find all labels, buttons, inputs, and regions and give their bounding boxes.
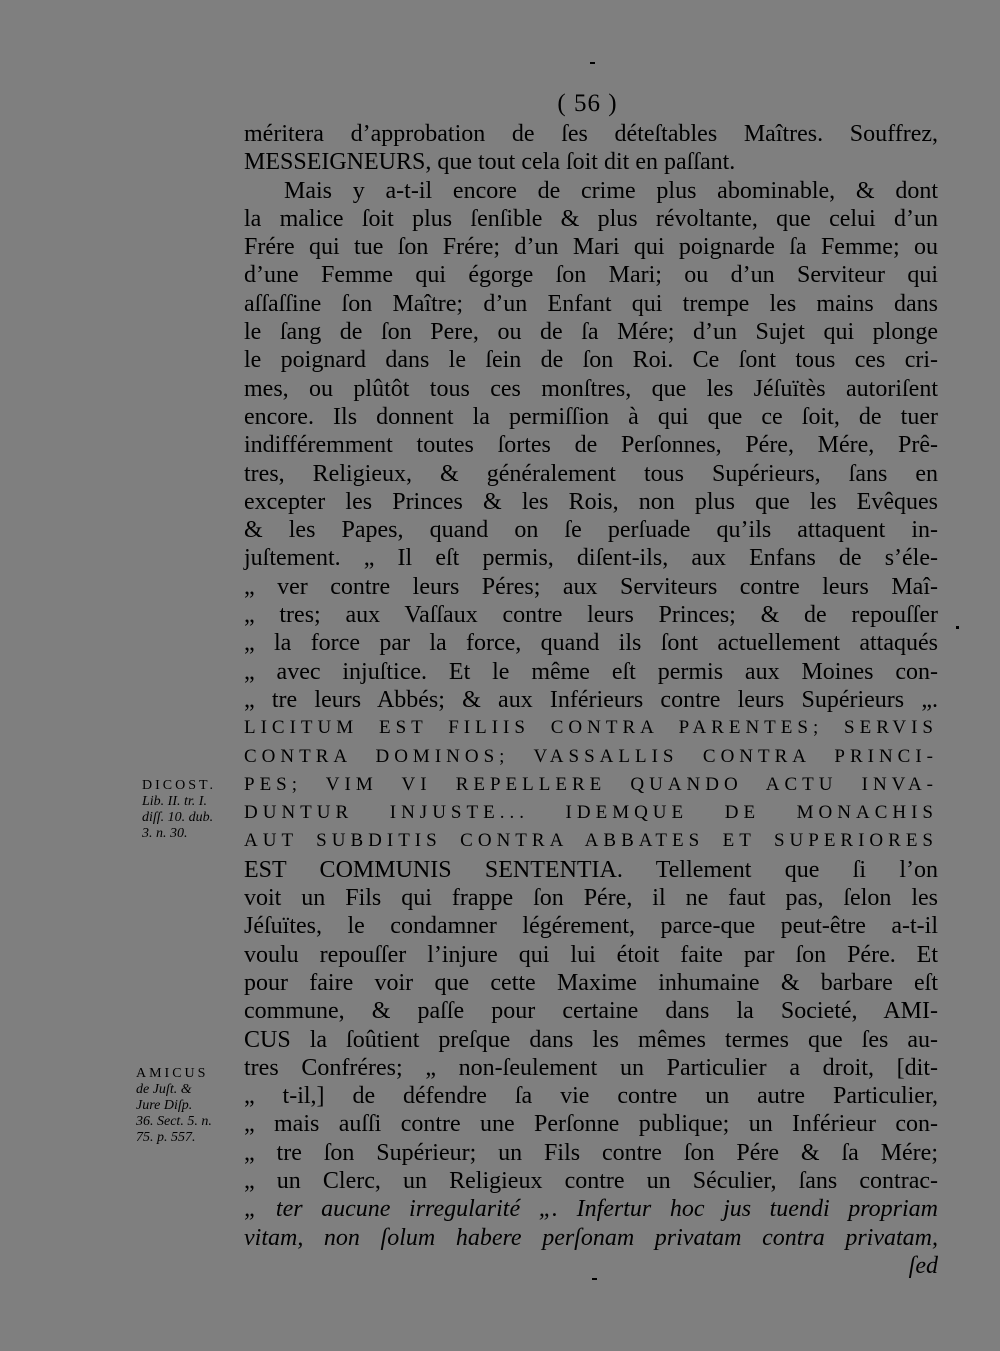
margin-note-line: 36. Sect. 5. n. (136, 1114, 212, 1129)
text-line: le poignard dans le ſein de ſon Roi. Ce ſont tous ces cri- (244, 347, 938, 374)
catchword: ſed (908, 1252, 938, 1279)
margin-note-line: de Juſt. & (136, 1082, 192, 1097)
text-line: tres, Religieux, & généralement tous Supérieurs, ſans en (244, 460, 938, 487)
text-line: Jéſuïtes, le condamner légérement, parce-que peut-être a-t-il (244, 913, 938, 940)
text-line: „ t-il,] de défendre ſa vie contre un autre Particulier, (244, 1083, 938, 1110)
text-line: d’une Femme qui égorge ſon Mari; ou d’un Serviteur qui (244, 262, 938, 289)
text-line: „ tres; aux Vaſſaux contre leurs Princes; & de repouſſer (244, 602, 938, 629)
text-line: „ un Clerc, un Religieux contre un Séculier, ſans contrac- (244, 1167, 938, 1194)
text-line: juſtement. „ Il eſt permis, diſent-ils, aux Enfans de s’éle- (244, 545, 938, 572)
text-line: commune, & paſſe pour certaine dans la Societé, AMI- (244, 998, 938, 1025)
margin-note-line: Lib. II. tr. I. (142, 794, 207, 809)
text-line: vitam, non ſolum habere perſonam privatam contra privatam, (244, 1224, 938, 1251)
text-line: CONTRA DOMINOS; VASSALLIS CONTRA PRINCI- (244, 745, 938, 767)
text-line: „ ter aucune irregularité „. Infertur hoc jus tuendi propriam (244, 1196, 938, 1223)
text-line: „ la force par la force, quand ils ſont actuellement attaqués (244, 630, 938, 657)
text-line: pour faire voir que cette Maxime inhumaine & barbare eſt (244, 969, 938, 996)
text-line: AUT SUBDITIS CONTRA ABBATES ET SUPERIORES (244, 830, 938, 852)
text-line: tres Confréres; „ non-ſeulement un Particulier a droit, [dit- (244, 1054, 938, 1081)
text-line: & les Papes, quand on ſe perſuade qu’ils attaquent in- (244, 517, 938, 544)
text-line: voulu repouſſer l’injure qui lui étoit faite par ſon Pére. Et (244, 941, 938, 968)
text-line: MESSEIGNEURS, que tout cela ſoit dit en paſſant. (244, 149, 736, 176)
text-line: DUNTUR INJUSTE... IDEMQUE DE MONACHIS (244, 802, 938, 824)
text-line: excepter les Princes & les Rois, non plus que les Evêques (244, 488, 938, 515)
margin-note-amicus (136, 1066, 248, 1146)
ink-speck (590, 62, 595, 64)
text-line: indifféremment toutes ſortes de Perſonnes, Pére, Mére, Prê- (244, 432, 938, 459)
text-line: „ tre leurs Abbés; & aux Inférieurs contre leurs Supérieurs „. (244, 686, 938, 713)
margin-note-line: 75. p. 557. (136, 1130, 196, 1145)
margin-note-line: Jure Diſp. (136, 1098, 193, 1113)
margin-note-line: diſſ. 10. dub. (142, 810, 214, 825)
text-line: LICITUM EST FILIIS CONTRA PARENTES; SERVIS (244, 717, 938, 739)
text-line: le ſang de ſon Pere, ou de ſa Mére; d’un Sujet qui plonge (244, 319, 938, 346)
text-line: „ tre ſon Supérieur; un Fils contre ſon Pére & ſa Mére; (244, 1139, 938, 1166)
text-line: voit un Fils qui frappe ſon Pére, il ne faut pas, ſelon les (244, 885, 938, 912)
text-line: mes, ou plûtôt tous ces monſtres, que les Jéſuïtès autoriſent (244, 375, 938, 402)
text-line: la malice ſoit plus ſenſible & plus révoltante, que celui d’un (244, 205, 938, 232)
text-line: Mais y a-t-il encore de crime plus abominable, & dont (284, 177, 938, 204)
text-line: encore. Ils donnent la permiſſion à qui que ce ſoit, de tuer (244, 403, 938, 430)
text-line: méritera d’approbation de ſes déteſtables Maîtres. Souffrez, (244, 121, 938, 147)
page-number: ( 56 ) (557, 90, 618, 117)
text-line: „ avec injuſtice. Et le même eſt permis aux Moines con- (244, 658, 938, 685)
margin-note-line: DICOST. (142, 778, 217, 793)
margin-note-dicost (142, 778, 250, 842)
text-line: „ mais auſſi contre une Perſonne publique; un Inférieur con- (244, 1111, 938, 1138)
text-line: PES; VIM VI REPELLERE QUANDO ACTU INVA- (244, 773, 938, 795)
text-line: aſſaſſine ſon Maître; d’un Enfant qui trempe les mains dans (244, 290, 938, 317)
text-line: „ ver contre leurs Péres; aux Serviteurs contre leurs Maî- (244, 573, 938, 600)
text-line: EST COMMUNIS SENTENTIA. Tellement que ſi l’on (244, 856, 938, 883)
margin-note-line: 3. n. 30. (142, 826, 188, 841)
text-line: CUS la ſoûtient preſque dans les mêmes termes que ſes au- (244, 1026, 938, 1053)
margin-note-line: AMICUS (136, 1066, 209, 1081)
ink-speck (956, 626, 959, 629)
body-text (244, 120, 938, 1280)
text-line: Frére qui tue ſon Frére; d’un Mari qui poignarde ſa Femme; ou (244, 234, 938, 261)
